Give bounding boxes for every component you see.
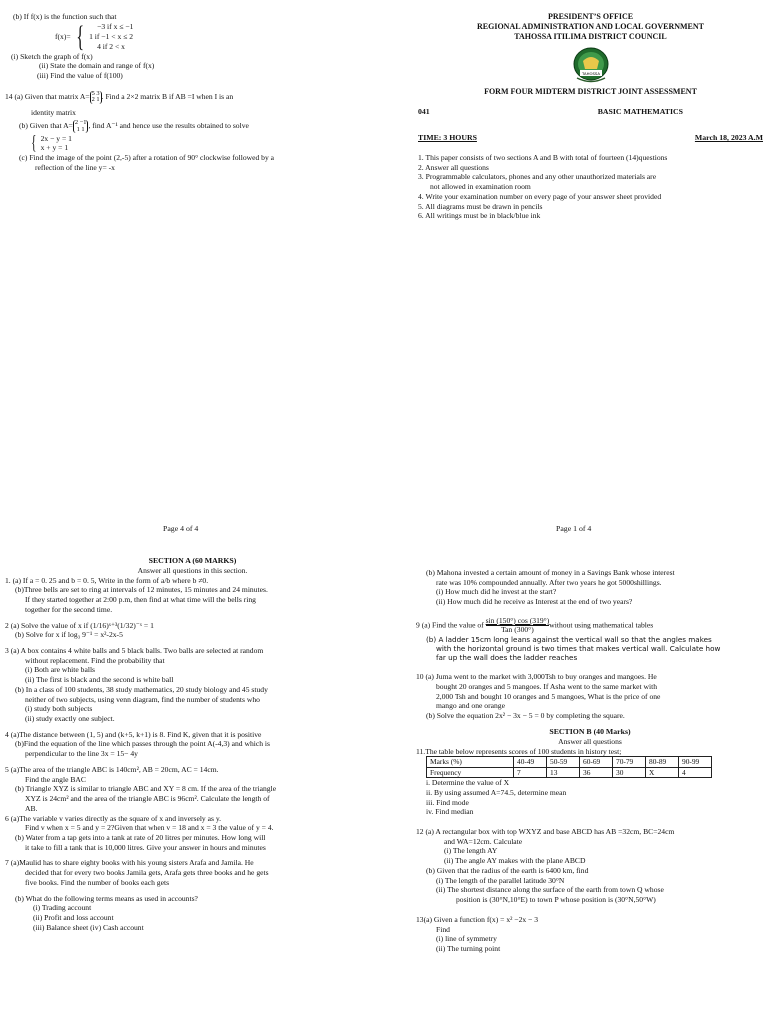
question-line: perpendicular to the line 3x = 15− 4y: [25, 749, 138, 759]
question-line: XYZ is 24cm² and the area of the triangle ABC is 96cm². Calculate the length of: [25, 794, 270, 804]
question-line: (i) The length AY: [444, 846, 498, 856]
subject-row: [418, 107, 683, 117]
system-eq-1: 2x − y = 1: [40, 133, 72, 143]
section-a-questions: [5, 576, 380, 933]
exam-title: FORM FOUR MIDTERM DISTRICT JOINT ASSESSMENT: [484, 87, 697, 96]
question-line: Find the angle BAC: [25, 774, 86, 784]
page-4-footer: Page 4 of 4: [163, 524, 199, 533]
question-line: 3 (a) A box contains 4 white balls and 5 black balls. Two balls are selected at random: [5, 646, 264, 655]
question-line: (b) In a class of 100 students, 38 study mathematics, 20 study biology and 45 study: [15, 684, 268, 694]
question-line: decided that for every two books Jamila gets, Arafa gets three books and he gets: [25, 868, 269, 878]
question-line: If they started together at 2:00 p.m, then find at what time will the bells ring: [25, 595, 256, 605]
q9b-line-1: (b) A ladder 15cm long leans against the vertical wall so that the angles makes: [426, 634, 712, 644]
question-line: without replacement. Find the probability that: [25, 655, 165, 665]
table-cell: 4: [679, 767, 712, 777]
q13-block: [416, 915, 764, 954]
question-line: 4 (a)The distance between (1, 5) and (k+5, k+1) is 8. Find K, given that it is positive: [5, 729, 262, 739]
q9b-line-2: with the horizontal ground is two times that makes vertical wall. Calculate how: [436, 643, 721, 653]
q11-intro: 11.The table below represents scores of 100 students in history test;: [416, 746, 622, 756]
question-line: Find v when x = 5 and y = 2?Given that when v = 18 and x = 3 the value of y = 4.: [25, 823, 274, 833]
question-line: 10 (a) Juma went to the market with 3,000Tsh to buy oranges and mangoes. He: [416, 672, 657, 682]
subject-code: 041: [418, 107, 430, 116]
question-line: (i) Both are white balls: [25, 665, 96, 675]
q13b-intro: (b) If f(x) is the function such that: [13, 12, 117, 21]
case-2: 1 if −1 < x ≤ 2: [89, 31, 134, 41]
question-line: (i) line of symmetry: [436, 934, 497, 944]
table-cell: 13: [547, 767, 580, 777]
svg-text:TAHOSSA: TAHOSSA: [581, 71, 600, 76]
instruction-6: 6. All writings must be in black/blue ink: [418, 211, 541, 221]
instruction-5: 5. All diagrams must be drawn in pencils: [418, 201, 543, 211]
question-line: 6 (a)The variable v varies directly as the square of x and inversely as y.: [5, 813, 222, 823]
case-3: 4 if 2 < x: [97, 41, 125, 51]
question-line: 2 (a) Solve the value of x if (1/16)ˣ⁺³(1/32)⁻ˣ = 1: [5, 620, 154, 630]
table-row-frequency: [427, 767, 712, 777]
fx-label: f(x)=: [55, 31, 71, 41]
exam-date: March 18, 2023 A.M: [694, 132, 763, 142]
header-council: TAHOSSA ITILIMA DISTRICT COUNCIL: [514, 32, 667, 41]
question-line: (b) Water from a tap gets into a tank at rate of 20 litres per minutes. How long will: [15, 832, 266, 842]
table-cell: Frequency: [427, 767, 514, 777]
section-a-subtitle: Answer all questions in this section.: [137, 565, 248, 575]
question-line: (b) What do the following terms means as used in accounts?: [15, 893, 198, 903]
question-line: (ii) The first is black and the second is white ball: [25, 675, 174, 685]
question-line: together for the second time.: [25, 604, 113, 614]
question-line: (b)Three bells are set to ring at intervals of 12 minutes, 15 minutes and 24 minutes.: [15, 585, 268, 595]
table-cell: 90-99: [679, 757, 712, 767]
header-office: PRESIDENT’S OFFICE: [547, 12, 634, 21]
q14a-cont: identity matrix: [31, 107, 76, 117]
question-line: (iii) Balance sheet (iv) Cash account: [33, 922, 144, 932]
exam-time: TIME: 3 HOURS: [418, 132, 477, 142]
q11-part-ii: ii. By using assumed A=74.5, determine mean: [426, 787, 567, 797]
question-line: (b) Solve the equation 2x² − 3x − 5 = 0 by completing the square.: [426, 711, 625, 721]
piecewise-function: [5, 19, 375, 53]
matrix-b: 2 −1 1 1: [74, 119, 87, 133]
question-line: AB.: [25, 803, 38, 813]
question-line: (b) Given that the radius of the earth is 6400 km, find: [426, 865, 589, 875]
question-line: and WA=12cm. Calculate: [444, 836, 523, 846]
instruction-1: 1. This paper consists of two sections A and B with total of fourteen (14)questions: [418, 152, 668, 162]
question-line: 2,000 Tsh and bought 10 oranges and 5 mangoes, What is the price of one: [436, 691, 661, 701]
q11-part-iv: iv. Find median: [426, 807, 474, 817]
question-line: 7 (a)Maulid has to share eighty books with his young sisters Arafa and Jamila. He: [5, 858, 254, 868]
function-cases: [89, 22, 133, 51]
matrix-a: 5 3 2 1: [91, 89, 100, 104]
section-a-title: SECTION A (60 MARKS): [148, 556, 237, 565]
instruction-4: 4. Write your examination number on every page of your answer sheet provided: [418, 191, 662, 201]
question-line: (ii) How much did he receive as Interest at the end of two years?: [436, 597, 633, 607]
brace-symbol: {: [31, 132, 37, 155]
question-line: 12 (a) A rectangular box with top WXYZ and base ABCD has AB =32cm, BC=24cm: [416, 827, 675, 837]
question-line: five books. Find the number of books each gets: [25, 877, 170, 887]
scores-table: [426, 756, 712, 778]
question-line: (i) study both subjects: [25, 704, 93, 714]
instruction-3: 3. Programmable calculators, phones and any other unauthorized materials are: [418, 172, 657, 182]
table-cell: 80-89: [646, 757, 679, 767]
q8b-block: [416, 568, 764, 607]
question-line: 13(a) Given a function f(x) = x² −2x − 3: [416, 914, 539, 924]
page-4: [5, 12, 375, 173]
instruction-2: 2. Answer all questions: [418, 162, 489, 172]
system-eq-2: x + y = 1: [40, 143, 69, 153]
table-cell: 30: [613, 767, 646, 777]
table-cell: 7: [514, 767, 547, 777]
q13b-part-ii: (ii) State the domain and range of f(x): [39, 61, 155, 71]
instruction-3-cont: not allowed in examination room: [430, 182, 531, 192]
question-line: (i) How much did he invest at the start?: [436, 587, 557, 597]
question-line: (ii) The turning point: [436, 943, 501, 953]
q11-part-iii: iii. Find mode: [426, 797, 469, 807]
q13b-part-i: (i) Sketch the graph of f(x): [11, 51, 93, 61]
question-line: position is (30°N,10°E) to town P whose position is (30°N,50°W): [456, 895, 656, 905]
q9a: 9 (a) Find the value of $\frac{\sin (150^\circ) \cos (319^\circ)}{\text{Tan (300°)}}$ without using mathematical tables: [416, 615, 654, 635]
table-row-marks: [427, 757, 712, 767]
page-1: [418, 12, 763, 221]
question-line: rate was 10% compounded annually. After two years he got 5000shillings.: [436, 577, 662, 587]
table-cell: 70-79: [613, 757, 646, 767]
q14c-line-1: (c) Find the image of the point (2,-5) after a rotation of 90° clockwise followed by a: [19, 153, 275, 163]
q11-part-i: i. Determine the value of X: [426, 778, 510, 788]
question-line: neither of two subjects, using venn diagram, find the number of students who: [25, 694, 260, 704]
q13b-part-iii: (iii) Find the value of f(100): [37, 71, 123, 81]
table-cell: 36: [580, 767, 613, 777]
brace-symbol: {: [75, 19, 84, 53]
equation-system: [5, 133, 375, 153]
question-line: (ii) The shortest distance along the surface of the earth from town Q whose: [436, 885, 664, 895]
case-1: −3 if x ≤ −1: [97, 22, 134, 32]
q14c-line-2: reflection of the line y= -x: [35, 162, 115, 172]
question-line: (i) Trading account: [33, 903, 92, 913]
q14a: 14 (a) Given that matrix A= 5 3 2 1 . Find a 2×2 matrix B if AB =I when I is an: [5, 89, 234, 104]
question-line: mango and one orange: [436, 701, 505, 711]
page-3: [416, 568, 764, 954]
question-line: bought 20 oranges and 5 mangoes. If Asha went to the same market with: [436, 681, 658, 691]
page-1-footer: Page 1 of 4: [556, 524, 592, 533]
question-line: Find: [436, 924, 450, 934]
question-line: 1. (a) If a = 0. 25 and b = 0. 5, Write in the form of a/b where b ≠0.: [5, 575, 209, 585]
q9b-line-3: far up the wall does the ladder reaches: [436, 653, 578, 662]
question-line: (b) Solve for x if log₃ 9⁻¹ = x²-2x-5: [15, 630, 123, 640]
time-row: [418, 133, 763, 143]
question-line: (b) Triangle XYZ is similar to triangle ABC and XY = 8 cm. If the area of the triangle: [15, 784, 277, 794]
question-line: it take to fill a tank that is 10,000 litres. Give your answer in hours and minutes: [25, 842, 266, 852]
subject-name: BASIC MATHEMATICS: [597, 107, 683, 116]
page-2: [5, 556, 380, 932]
q12-block: [416, 827, 764, 905]
question-line: (ii) The angle AY makes with the plane ABCD: [444, 856, 586, 866]
q10-block: [416, 672, 764, 721]
table-cell: Marks (%): [427, 757, 514, 767]
table-cell: 50-59: [547, 757, 580, 767]
section-b-subtitle: Answer all questions: [558, 736, 622, 746]
question-line: (b)Find the equation of the line which passes through the point A(-4,3) and which is: [15, 739, 270, 749]
question-line: (ii) study exactly one subject.: [25, 714, 115, 724]
table-cell: X: [646, 767, 679, 777]
q9a-fraction: $\frac{\sin (150^\circ) \cos (319^\circ)}{\text{Tan (300°)}}$: [485, 615, 550, 635]
question-line: 5 (a)The area of the triangle ABC is 140cm², AB = 20cm, AC = 14cm.: [5, 764, 219, 774]
section-b-title: SECTION B (40 Marks): [549, 726, 631, 736]
q14b: (b) Given that A= 2 −1 1 1 , find A⁻¹ and hence use the results obtained to solve: [19, 119, 249, 133]
header-region: REGIONAL ADMINISTRATION AND LOCAL GOVERNMENT: [477, 22, 704, 31]
question-line: (ii) Profit and loss account: [33, 912, 114, 922]
table-cell: 60-69: [580, 757, 613, 767]
question-line: (b) Mahona invested a certain amount of money in a Savings Bank whose interest: [426, 568, 675, 577]
question-line: (i) The length of the parallel latitude 30°N: [436, 875, 565, 885]
council-logo: [561, 45, 621, 83]
table-cell: 40-49: [514, 757, 547, 767]
